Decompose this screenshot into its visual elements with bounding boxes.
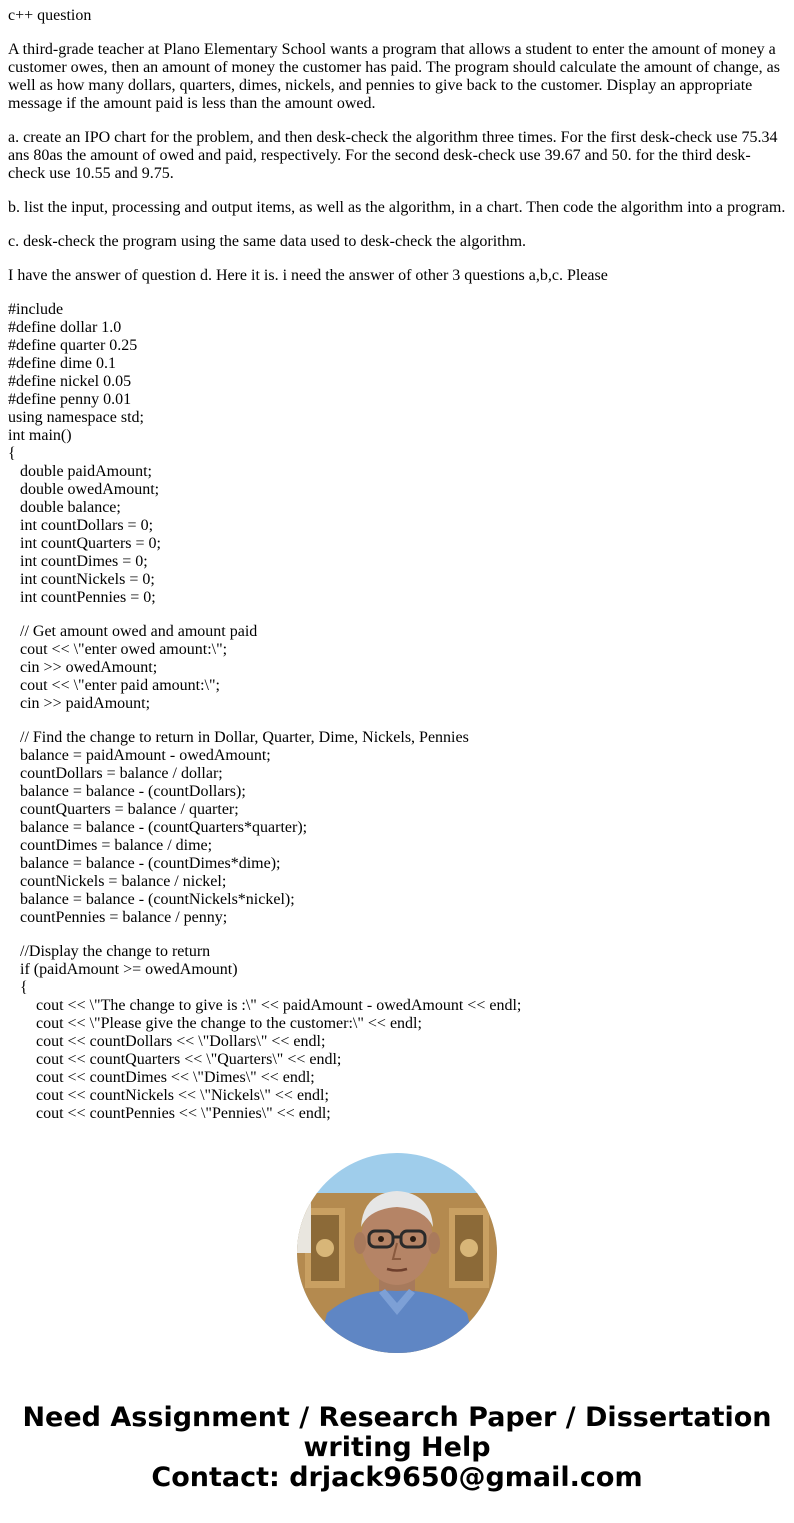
code-input-block — [8, 623, 788, 713]
author-avatar-photo — [297, 1153, 497, 1353]
code-line: cin >> paidAmount; — [8, 695, 151, 712]
code-line: double owedAmount; — [8, 481, 160, 498]
code-line: balance = balance - (countDollars); — [8, 783, 246, 800]
code-line: #define penny 0.01 — [8, 391, 132, 408]
code-display-block — [8, 943, 788, 1123]
author-avatar-illustration — [297, 1153, 497, 1353]
code-line: //Display the change to return — [8, 943, 211, 960]
promo-line-1: Need Assignment / Research Paper / Dissertation — [22, 1402, 772, 1433]
code-line: balance = balance - (countDimes*dime); — [8, 855, 281, 872]
code-line: int main() — [8, 427, 72, 444]
code-line: int countDollars = 0; — [8, 517, 154, 534]
code-line: double paidAmount; — [8, 463, 152, 480]
code-line: cout << \"enter paid amount:\"; — [8, 677, 220, 694]
code-line: cout << countQuarters << \"Quarters\" << endl; — [8, 1051, 342, 1068]
question-part-b: b. list the input, processing and output items, as well as the algorithm, in a chart. Then code the algorithm into a program. — [8, 199, 786, 216]
code-line: int countPennies = 0; — [8, 589, 156, 606]
code-line: #define quarter 0.25 — [8, 337, 138, 354]
code-line: #define dollar 1.0 — [8, 319, 122, 336]
code-line: cout << countDollars << \"Dollars\" << endl; — [8, 1033, 326, 1050]
code-line: cout << \"Please give the change to the customer:\" << endl; — [8, 1015, 422, 1032]
code-line: countPennies = balance / penny; — [8, 909, 228, 926]
code-line: int countNickels = 0; — [8, 571, 155, 588]
promo-banner — [0, 1403, 794, 1493]
code-line: int countDimes = 0; — [8, 553, 148, 570]
code-line: int countQuarters = 0; — [8, 535, 161, 552]
question-title: c++ question — [8, 7, 92, 24]
code-line: // Get amount owed and amount paid — [8, 623, 258, 640]
code-line: balance = balance - (countQuarters*quarter); — [8, 819, 308, 836]
code-line: countDimes = balance / dime; — [8, 837, 213, 854]
code-line: balance = balance - (countNickels*nickel); — [8, 891, 295, 908]
code-line: countNickels = balance / nickel; — [8, 873, 227, 890]
question-request: I have the answer of question d. Here it is. i need the answer of other 3 questions a,b,c. Please — [8, 267, 608, 284]
code-line: #define nickel 0.05 — [8, 373, 132, 390]
code-line: cin >> owedAmount; — [8, 659, 158, 676]
code-line: { — [8, 979, 28, 996]
code-line: countQuarters = balance / quarter; — [8, 801, 239, 818]
code-line: cout << \"The change to give is :\" << paidAmount - owedAmount << endl; — [8, 997, 522, 1014]
code-line: double balance; — [8, 499, 121, 516]
code-line: { — [8, 445, 16, 462]
code-line: cout << countPennies << \"Pennies\" << endl; — [8, 1105, 331, 1122]
question-intro: A third-grade teacher at Plano Elementary School wants a program that allows a student to enter the amount of money a customer owes, then an amount of money the customer has paid. The program should calculate the amount of change, as well as how many dollars, quarters, dimes, nickels, and pennies to give back to the customer. Display an appropriate message if the amount paid is less than the amount owed. — [8, 41, 780, 112]
code-line: cout << \"enter owed amount:\"; — [8, 641, 228, 658]
code-line: #include — [8, 301, 64, 318]
code-line: cout << countDimes << \"Dimes\" << endl; — [8, 1069, 315, 1086]
promo-line-3: Contact: drjack9650@gmail.com — [151, 1462, 643, 1493]
code-line: #define dime 0.1 — [8, 355, 116, 372]
code-header-block — [8, 301, 788, 607]
code-line: if (paidAmount >= owedAmount) — [8, 961, 238, 978]
question-part-c: c. desk-check the program using the same data used to desk-check the algorithm. — [8, 233, 527, 250]
code-line: countDollars = balance / dollar; — [8, 765, 223, 782]
code-line: using namespace std; — [8, 409, 144, 426]
question-content — [8, 7, 788, 1123]
code-line: // Find the change to return in Dollar, Quarter, Dime, Nickels, Pennies — [8, 729, 469, 746]
code-line: balance = paidAmount - owedAmount; — [8, 747, 271, 764]
code-compute-block — [8, 729, 788, 927]
promo-line-2: writing Help — [303, 1432, 491, 1463]
code-line: cout << countNickels << \"Nickels\" << endl; — [8, 1087, 329, 1104]
question-part-a: a. create an IPO chart for the problem, and then desk-check the algorithm three times. For the first desk-check use 75.34 ans 80as the amount of owed and paid, respectively. For the second desk-check use 39.67 and 50. for the third desk-check use 10.55 and 9.75. — [8, 129, 778, 182]
